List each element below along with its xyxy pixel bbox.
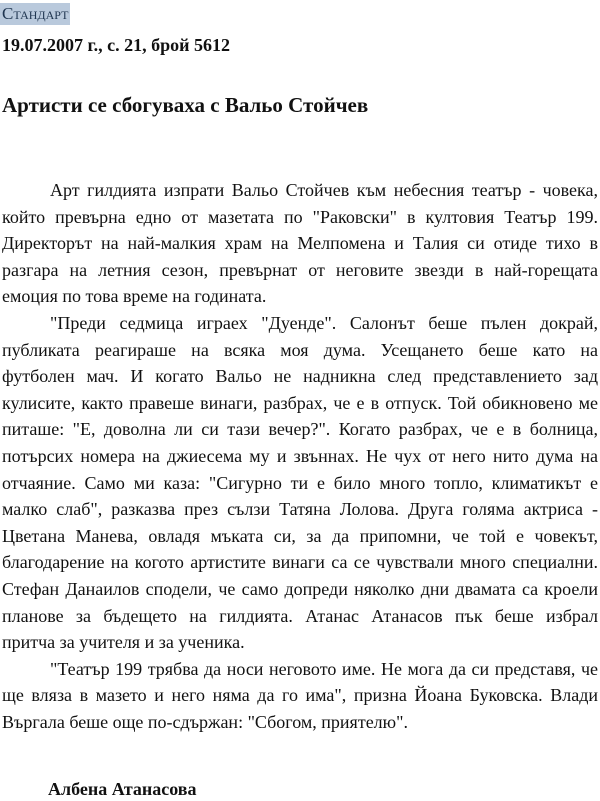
publication-date-line: 19.07.2007 г., с. 21, брой 5612 [2,35,231,55]
paragraph-line: Арт гилдията изпрати Вальо Стойчев към небесния театър - човека, [50,180,598,200]
paragraph-line: футболен мач. И когато Вальо не надникна след представлението зад [2,366,598,387]
paragraph-line: кулисите, както правеше винаги, разбрах, че е в отпуск. Той обикновено ме [2,392,598,413]
paragraph-line: ще вляза в мазето и него няма да го има", призна Йоана Буковска. Влади [2,685,598,706]
paragraph-line: малко слаб", разказва през сълзи Татяна Лолова. Друга голяма актриса - [2,499,598,520]
paragraph-line: благодарение на когото артистите винаги са се чувствали много специални. [2,552,598,573]
article-author: Албена Атанасова [48,779,197,799]
paragraph-line: "Преди седмица играех "Дуенде". Салонът беше пълен докрай, [50,312,598,333]
paragraph-line: потърсих номера на джиесема му и звъннах. Не чух от него нито дума на [2,445,598,466]
article-title: Артисти се сбогуваха с Вальо Стойчев [2,93,369,117]
paragraph-line: Стефан Данаилов сподели, че само допреди няколко дни двамата са кроели [2,578,598,599]
paragraph-line: "Театър 199 трябва да носи неговото име. Не мога да си представя, че [50,658,598,679]
paragraph-line: Цветана Манева, овладя мъката си, за да припомни, че той е човекът, [2,525,598,546]
article-paragraph [2,177,598,310]
paragraph-line: планове за бъдещето на гилдията. Атанас Атанасов пък беше избрал [2,605,598,626]
paragraph-line: Директорът на най-малкия храм на Мелпомена и Талия си отиде тихо в [2,233,598,254]
paragraph-line: който превърна едно от мазетата по "Раковски" в култовия Театър 199. [2,206,598,227]
paragraph-line: питаше: "Е, доволна ли си тази вечер?". Когато разбрах, че е в болница, [2,419,598,440]
paragraph-line: Въргала беше още по-сдържан: "Сбогом, приятелю". [2,711,408,732]
paragraph-line: притча за учителя и за ученика. [2,632,245,653]
article-paragraph [2,656,598,736]
paragraph-line: разгара на летния сезон, превърнат от неговите звезди в най-горещата [2,259,598,280]
newspaper-source: Стандарт [2,4,69,23]
paragraph-line: публиката реагираше на всяка моя дума. Усещането беше като на [2,339,598,360]
paragraph-line: емоция по това време на годината. [2,286,267,307]
article-body [2,177,598,735]
article-paragraph [2,310,598,656]
paragraph-line: отчаяние. Само ми каза: "Сигурно ти е било много топло, климатикът е [2,472,598,493]
